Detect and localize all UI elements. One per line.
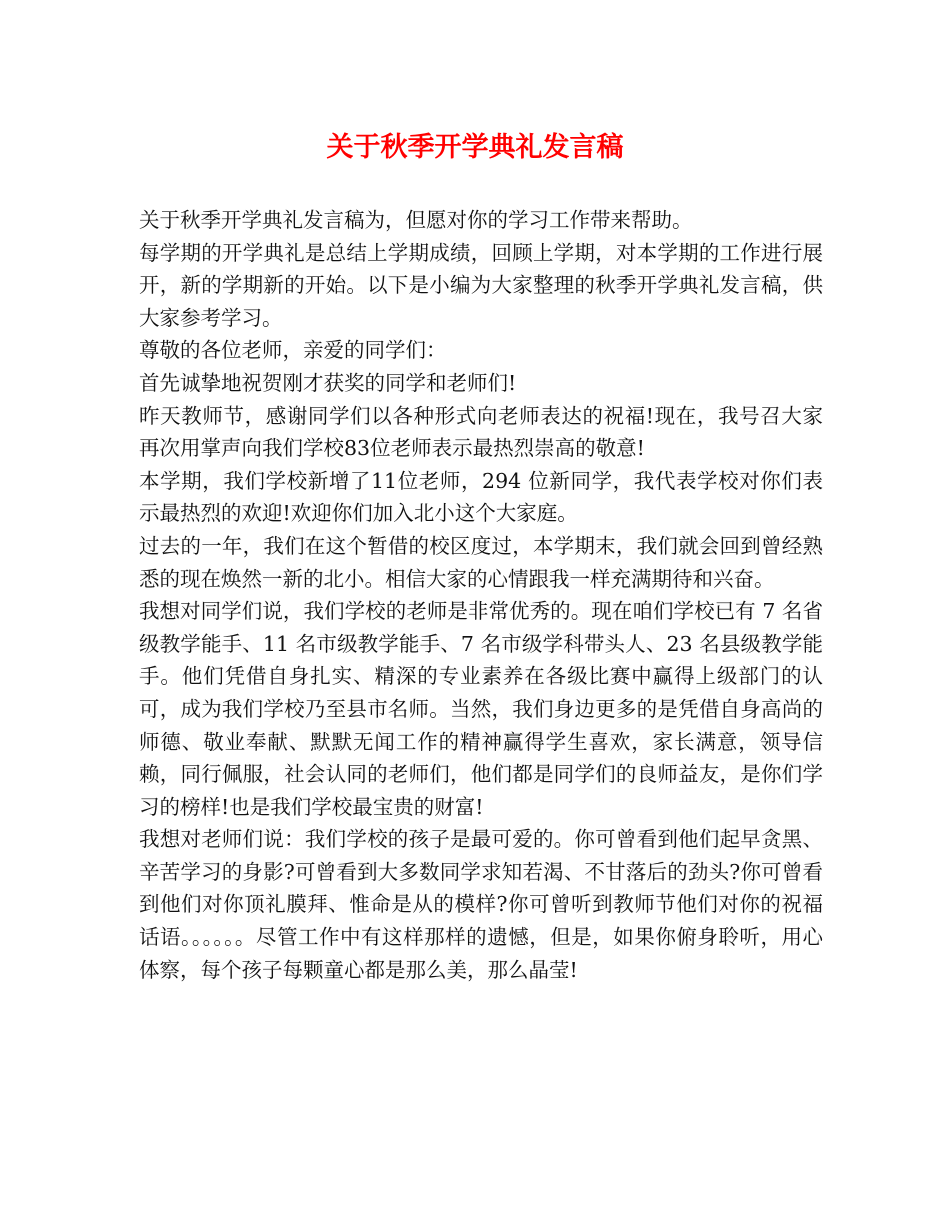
document-title: 关于秋季开学典礼发言稿 (326, 132, 624, 163)
document-body (139, 204, 823, 986)
paragraph-to-teachers: 我想对老师们说：我们学校的孩子是最可爱的。你可曾看到他们起早贪黑、辛苦学习的身影?可曾看到大多数同学求知若渴、不甘落后的劲头?你可曾看到他们对你顶礼膜拜、惟命是从的模样?你可曾听到教师节他们对你的祝福话语。。。。。。尽管工作中有这样那样的遗憾，但是，如果你俯身聆听，用心体察，每个孩子每颗童心都是那么美，那么晶莹! (139, 827, 823, 982)
paragraph-summary: 每学期的开学典礼是总结上学期成绩，回顾上学期，对本学期的工作进行展开，新的学期新的开始。以下是小编为大家整理的秋季开学典礼发言稿，供大家参考学习。 (139, 240, 823, 330)
paragraph-teachers-day: 昨天教师节，感谢同学们以各种形式向老师表达的祝福!现在，我号召大家再次用掌声向我们学校83位老师表示最热烈崇高的敬意! (139, 403, 823, 461)
paragraph-greeting: 尊敬的各位老师，亲爱的同学们： (139, 338, 447, 363)
paragraph-past-year: 过去的一年，我们在这个暂借的校区度过，本学期末，我们就会回到曾经熟悉的现在焕然一新的北小。相信大家的心情跟我一样充满期待和兴奋。 (139, 533, 823, 591)
paragraph-congratulations: 首先诚挚地祝贺刚才获奖的同学和老师们! (139, 370, 517, 395)
paragraph-intro: 关于秋季开学典礼发言稿为，但愿对你的学习工作带来帮助。 (139, 208, 693, 232)
paragraph-to-students: 我想对同学们说，我们学校的老师是非常优秀的。现在咱们学校已有 7 名省级教学能手、11 名市级教学能手、7 名市级学科带头人、23 名县级教学能手。他们凭借自身扎实、精深的专业素养在各级比赛中赢得上级部门的认可，成为我们学校乃至县市名师。当然，我们身边更多的是凭借自身高尚的师德、敬业奉献、默默无闻工作的精神赢得学生喜欢，家长满意，领导信赖，同行佩服，社会认同的老师们，他们都是同学们的良师益友，是你们学习的榜样!也是我们学校最宝贵的财富! (139, 599, 823, 819)
paragraph-welcome: 本学期，我们学校新增了11位老师，294 位新同学，我代表学校对你们表示最热烈的欢迎!欢迎你们加入北小这个大家庭。 (139, 468, 823, 526)
